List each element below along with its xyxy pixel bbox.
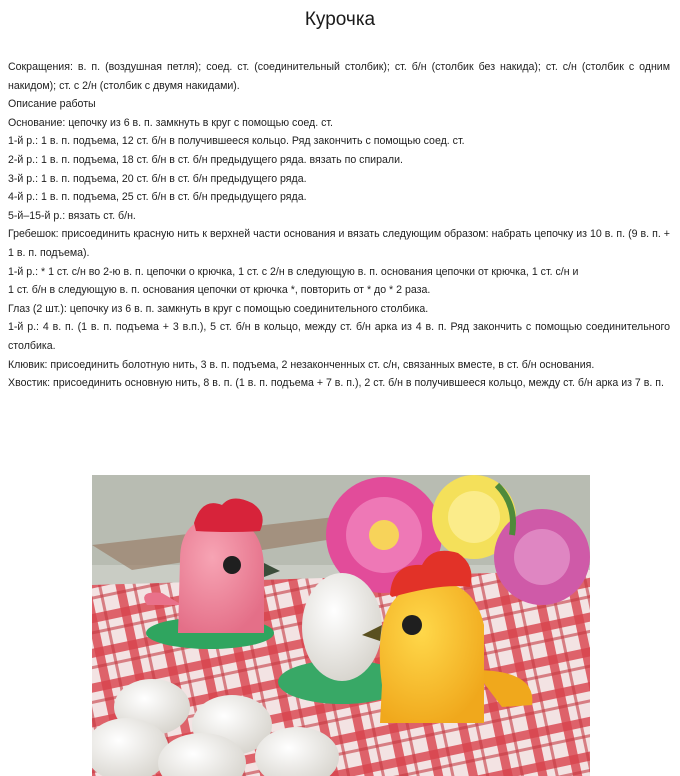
instruction-line: Глаз (2 шт.): цепочку из 6 в. п. замкнуть в круг с помощью соединительного столбика. <box>8 302 429 315</box>
instruction-line: 1 ст. б/н в следующую в. п. основания цепочки от крючка *, повторить от * до * 2 раза. <box>8 284 431 297</box>
page-title: Курочка <box>304 9 376 30</box>
instruction-line: Хвостик: присоединить основную нить, 8 в. п. (1 в. п. подъема + 7 в. п.), 2 ст. б/н в получившееся кольцо, между ст. б/н арка из 7 в. п. <box>8 377 664 390</box>
instruction-line: Основание: цепочку из 6 в. п. замкнуть в круг с помощью соед. ст. <box>8 116 333 129</box>
instruction-line: 1-й р.: 4 в. п. (1 в. п. подъема + 3 в.п.), 5 ст. б/н в кольцо, между ст. б/н арка из 4 в. п. Ряд закончить с помощью соединительного столбика. <box>8 321 670 352</box>
egg <box>302 573 382 681</box>
magenta-aster <box>494 509 590 605</box>
instruction-line: Гребешок: присоединить красную нить к верхней части основания и вязать следующим образом: набрать цепочку из 10 в. п. (9 в. п. + 1 в. п. подъема). <box>8 228 670 259</box>
instruction-line: 5-й–15-й р.: вязать ст. б/н. <box>8 209 136 222</box>
instruction-line: 1-й р.: * 1 ст. с/н во 2-ю в. п. цепочки о крючка, 1 ст. с 2/н в следующую в. п. основания цепочки от крючка, 1 ст. с/н и <box>8 265 579 278</box>
instruction-line: 2-й р.: 1 в. п. подъема, 18 ст. б/н в ст. б/н предыдущего ряда. вязать по спирали. <box>8 153 403 166</box>
product-photo <box>92 475 590 776</box>
instruction-line: 4-й р.: 1 в. п. подъема, 25 ст. б/н в ст. б/н предыдущего ряда. <box>8 191 307 204</box>
section-heading: Описание работы <box>8 98 96 111</box>
instruction-line: Клювик: присоединить болотную нить, 3 в. п. подъема, 2 незаконченных ст. с/н, связанных вместе, в ст. б/н основания. <box>8 358 595 371</box>
abbreviations-line: Сокращения: в. п. (воздушная петля); соед. ст. (соединительный столбик); ст. б/н (столбик без накида); ст. с/н (столбик с одним накидом); ст. с 2/н (столбик с двумя накидами). <box>8 61 670 92</box>
instruction-line: 1-й р.: 1 в. п. подъема, 12 ст. б/н в получившееся кольцо. Ряд закончить с помощью соед. ст. <box>8 135 465 148</box>
instruction-line: 3-й р.: 1 в. п. подъема, 20 ст. б/н в ст. б/н предыдущего ряда. <box>8 172 307 185</box>
pattern-text <box>8 58 670 393</box>
